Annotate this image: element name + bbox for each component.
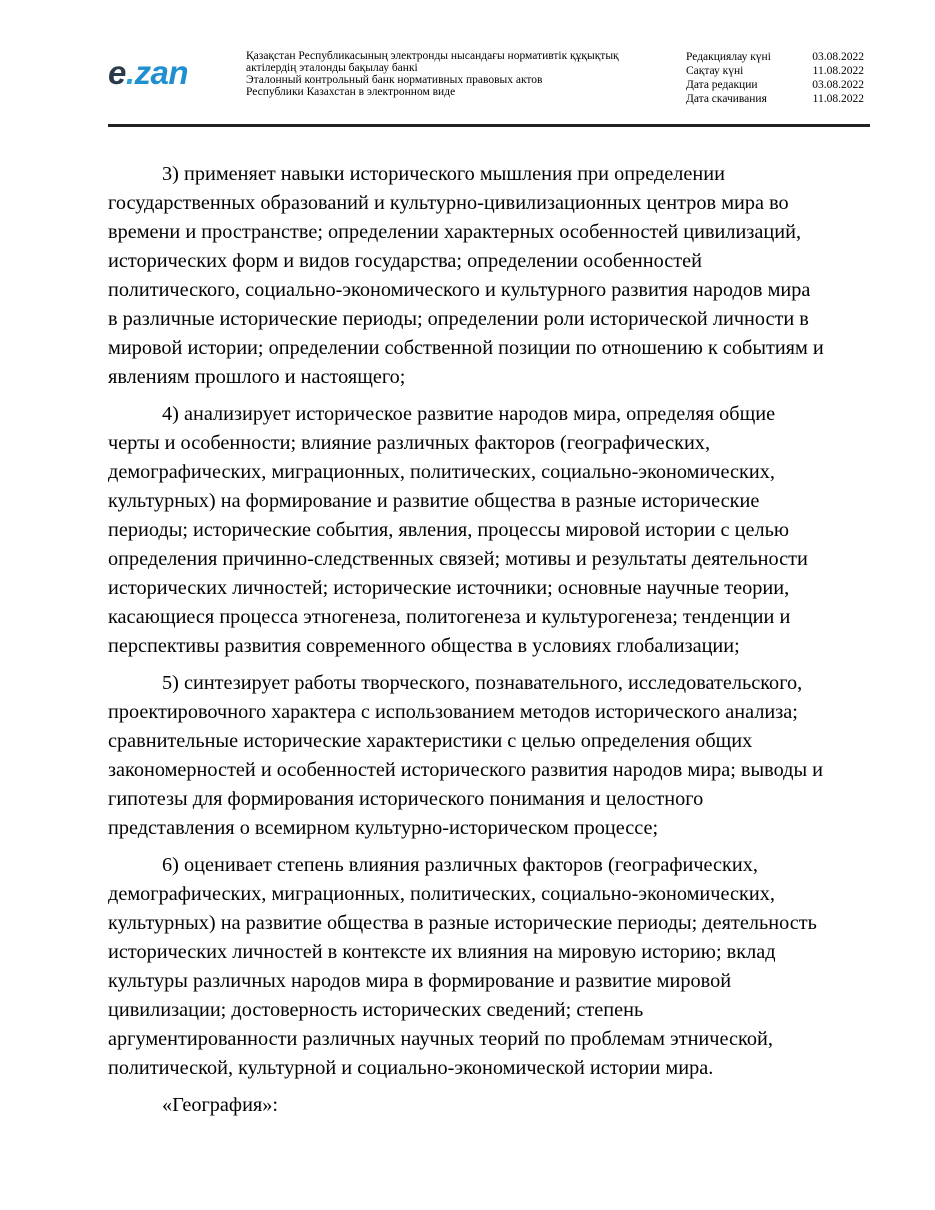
meta-value: 11.08.2022 bbox=[812, 93, 864, 105]
paragraph-line: сравнительные исторические характеристики с целью определения общих bbox=[108, 730, 753, 752]
header-divider bbox=[108, 124, 870, 127]
date-metadata bbox=[686, 50, 864, 106]
paragraph-line: культуры различных народов мира в формирование и развитие мировой bbox=[108, 970, 732, 992]
paragraph-line: закономерностей и особенностей исторического развития народов мира; выводы и bbox=[108, 759, 824, 781]
paragraph-line: исторических личностей; исторические источники; основные научные теории, bbox=[108, 577, 790, 599]
paragraph-line: периоды; исторические события, явления, процессы мировой истории с целью bbox=[108, 519, 789, 541]
paragraph-line: демографических, миграционных, политических, социально-экономических, bbox=[108, 461, 775, 483]
bank-description bbox=[246, 50, 666, 98]
paragraph-line: в различные исторические периоды; определении роли исторической личности в bbox=[108, 308, 809, 330]
meta-row-save-date-kz bbox=[686, 64, 864, 78]
paragraph-line: исторических форм и видов государства; определении особенностей bbox=[108, 250, 702, 272]
meta-value: 03.08.2022 bbox=[812, 79, 864, 91]
paragraph-line: 3) применяет навыки исторического мышления при определении bbox=[162, 163, 725, 185]
meta-label: Сақтау күні bbox=[686, 65, 744, 77]
section-heading-text: «География»: bbox=[162, 1094, 279, 1116]
paragraph-line: исторических личностей в контексте их влияния на мировую историю; вклад bbox=[108, 941, 776, 963]
bank-description-line: Қазақстан Республикасының электронды нысандағы нормативтік құқықтық bbox=[246, 50, 619, 62]
paragraph-line: представления о всемирном культурно-историческом процессе; bbox=[108, 817, 659, 839]
document-body bbox=[108, 160, 870, 1128]
paragraph-line: политической, культурной и социально-экономической истории мира. bbox=[108, 1057, 714, 1079]
paragraph-line: культурных) на развитие общества в разные исторические периоды; деятельность bbox=[108, 912, 817, 934]
paragraph-line: аргументированности различных научных теорий по проблемам этнической, bbox=[108, 1028, 773, 1050]
meta-row-edit-date-kz bbox=[686, 50, 864, 64]
paragraph-line: касающиеся процесса этногенеза, политогенеза и культурогенеза; тенденции и bbox=[108, 606, 791, 628]
paragraph-line: проектировочного характера с использованием методов исторического анализа; bbox=[108, 701, 798, 723]
paragraph-line: 4) анализирует историческое развитие народов мира, определяя общие bbox=[162, 403, 776, 425]
bank-description-line: Республики Казахстан в электронном виде bbox=[246, 86, 456, 98]
meta-label: Редакциялау күні bbox=[686, 51, 771, 63]
paragraph-item-5 bbox=[108, 669, 870, 843]
paragraph-line: демографических, миграционных, политических, социально-экономических, bbox=[108, 883, 775, 905]
paragraph-item-4 bbox=[108, 400, 870, 661]
meta-row-download-date-ru bbox=[686, 92, 864, 106]
meta-row-edit-date-ru bbox=[686, 78, 864, 92]
paragraph-item-6 bbox=[108, 851, 870, 1083]
paragraph-line: цивилизации; достоверность исторических сведений; степень bbox=[108, 999, 644, 1021]
bank-description-line: актілердің эталонды бақылау банкі bbox=[246, 62, 418, 74]
meta-label: Дата редакции bbox=[686, 79, 758, 91]
paragraph-line: перспективы развития современного общества в условиях глобализации; bbox=[108, 635, 740, 657]
meta-value: 11.08.2022 bbox=[812, 65, 864, 77]
meta-label: Дата скачивания bbox=[686, 93, 767, 105]
paragraph-line: мировой истории; определении собственной позиции по отношению к событиям и bbox=[108, 337, 824, 359]
ezan-logo: e.zan bbox=[108, 54, 189, 91]
paragraph-line: времени и пространстве; определении характерных особенностей цивилизаций, bbox=[108, 221, 802, 243]
section-heading-geography bbox=[108, 1091, 870, 1120]
paragraph-line: определения причинно-следственных связей; мотивы и результаты деятельности bbox=[108, 548, 808, 570]
paragraph-line: черты и особенности; влияние различных факторов (географических, bbox=[108, 432, 711, 454]
paragraph-line: гипотезы для формирования исторического понимания и целостного bbox=[108, 788, 704, 810]
document-header bbox=[108, 44, 870, 124]
paragraph-line: государственных образований и культурно-цивилизационных центров мира во bbox=[108, 192, 789, 214]
bank-description-line: Эталонный контрольный банк нормативных правовых актов bbox=[246, 74, 543, 86]
paragraph-line: 6) оценивает степень влияния различных факторов (географических, bbox=[162, 854, 758, 876]
paragraph-item-3 bbox=[108, 160, 870, 392]
paragraph-line: культурных) на формирование и развитие общества в разные исторические bbox=[108, 490, 760, 512]
meta-value: 03.08.2022 bbox=[812, 51, 864, 63]
paragraph-line: 5) синтезирует работы творческого, познавательного, исследовательского, bbox=[162, 672, 803, 694]
paragraph-line: политического, социально-экономического и культурного развития народов мира bbox=[108, 279, 811, 301]
paragraph-line: явлениям прошлого и настоящего; bbox=[108, 366, 406, 388]
